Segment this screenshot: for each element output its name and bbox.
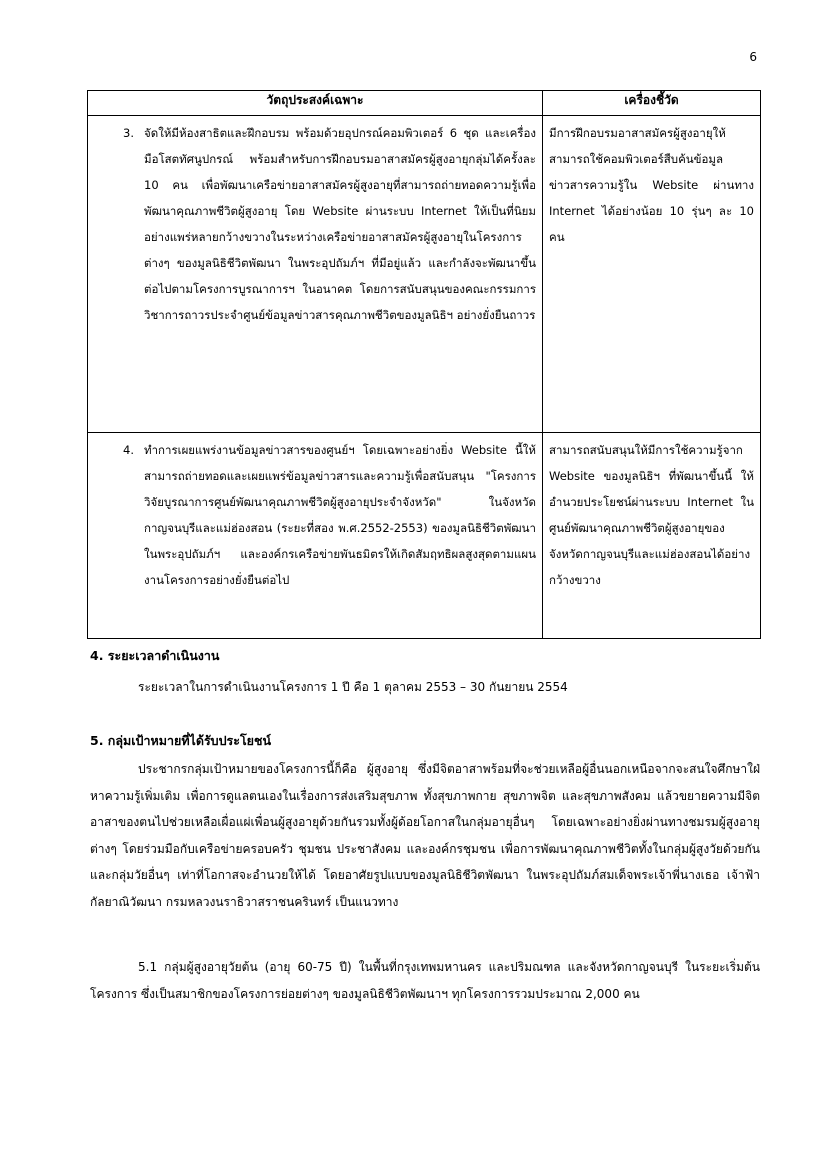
section-4-text: ระยะเวลาในการดำเนินงานโครงการ 1 ปี คือ 1 ตุลาคม 2553 – 30 กันยายน 2554 bbox=[138, 680, 568, 694]
objective-text: ทำการเผยแพร่งานข้อมูลข่าวสารของศูนย์ฯ โดยเฉพาะอย่างยิ่ง Website นี้ให้สามารถถ่ายทอดและเผยแพร่ข้อมูลข่าวสารและความรู้เพื่อสนับสนุน "โครงการวิจัยบูรณาการศูนย์พัฒนาคุณภาพชีวิตผู้สูงอายุประจำจังหวัด" ในจังหวัดกาญจนบุรีและแม่ฮ่องสอน (ระยะที่สอง พ.ศ.2552-2553) ของมูลนิธิชีวิตพัฒนา ในพระอุปถัมภ์ฯ และองค์กรเครือข่ายพันธมิตรให้เกิดสัมฤทธิผลสูงสุดตามแผนงานโครงการอย่างยั่งยืนต่อไป bbox=[144, 443, 536, 587]
objective-cell bbox=[88, 433, 543, 639]
table-header-row bbox=[88, 91, 761, 116]
item-number: 4. bbox=[123, 443, 134, 457]
section-5-1-paragraph: 5.1 กลุ่มผู้สูงอายุวัยต้น (อายุ 60-75 ปี) ในพื้นที่กรุงเทพมหานคร และปริมณฑล และจังหวัดกาญจนบุรี ในระยะเริ่มต้นโครงการ ซึ่งเป็นสมาชิกของโครงการย่อยต่างๆ ของมูลนิธิชีวิตพัฒนาฯ ทุกโครงการรวมประมาณ 2,000 คน bbox=[90, 960, 760, 1001]
indicator-cell bbox=[543, 433, 761, 639]
indicator-text: มีการฝึกอบรมอาสาสมัครผู้สูงอายุให้สามารถใช้คอมพิวเตอร์สืบค้นข้อมูลข่าวสารความรู้ใน Website ผ่านทาง Internet ได้อย่างน้อย 10 รุ่นๆ ละ 10 คน bbox=[549, 126, 754, 244]
table-row bbox=[88, 116, 761, 433]
section-4-heading: 4. ระยะเวลาดำเนินงาน bbox=[90, 648, 220, 663]
table-row bbox=[88, 433, 761, 639]
header-indicator: เครื่องชี้วัด bbox=[543, 91, 761, 116]
header-objective: วัตถุประสงค์เฉพาะ bbox=[88, 91, 543, 116]
objective-cell bbox=[88, 116, 543, 433]
objectives-table bbox=[87, 90, 761, 639]
item-number: 3. bbox=[123, 126, 134, 140]
objective-text: จัดให้มีห้องสาธิตและฝึกอบรม พร้อมด้วยอุปกรณ์คอมพิวเตอร์ 6 ชุด และเครื่องมือโสตทัศนูปกรณ์ พร้อมสำหรับการฝึกอบรมอาสาสมัครผู้สูงอายุกลุ่มได้ครั้งละ 10 คน เพื่อพัฒนาเครือข่ายอาสาสมัครผู้สูงอายุที่สามารถถ่ายทอดความรู้เพื่อพัฒนาคุณภาพชีวิตผู้สูงอายุ โดย Website ผ่านระบบ Internet ให้เป็นที่นิยมอย่างแพร่หลายกว้างขวางในระหว่างเครือข่ายอาสาสมัครผู้สูงอายุในโครงการต่างๆ ของมูลนิธิชีวิตพัฒนา ในพระอุปถัมภ์ฯ ที่มีอยู่แล้ว และกำลังจะพัฒนาขึ้นต่อไปตามโครงการบูรณาการฯ ในอนาคต โดยการสนับสนุนของคณะกรรมการวิชาการถาวรประจำศูนย์ข้อมูลข่าวสารคุณภาพชีวิตของมูลนิธิฯ อย่างยั่งยืนถาวร bbox=[144, 126, 536, 322]
indicator-cell bbox=[543, 116, 761, 433]
page-number: 6 bbox=[749, 50, 757, 64]
section-5-paragraph: ประชากรกลุ่มเป้าหมายของโครงการนี้ก็คือ ผู้สูงอายุ ซึ่งมีจิตอาสาพร้อมที่จะช่วยเหลือผู้อื่นนอกเหนือจากจะสนใจศึกษาใฝ่หาความรู้เพิ่มเติม เพื่อการดูแลตนเองในเรื่องการส่งเสริมสุขภาพ ทั้งสุขภาพกาย สุขภาพจิต และสุขภาพสังคม แล้วขยายความมีจิตอาสาของตนไปช่วยเหลือเผื่อแผ่เพื่อนผู้สูงอายุด้วยกันรวมทั้งผู้ด้อยโอกาสในกลุ่มอายุอื่นๆ โดยเฉพาะอย่างยิ่งผ่านทางชมรมผู้สูงอายุต่างๆ โดยร่วมมือกับเครือข่ายครอบครัว ชุมชน ประชาสังคม และองค์กรชุมชน เพื่อการพัฒนาคุณภาพชีวิตทั้งในกลุ่มผู้สูงวัยด้วยกันและกลุ่มวัยอื่นๆ เท่าที่โอกาสจะอำนวยให้ได้ โดยอาศัยรูปแบบของมูลนิธิชีวิตพัฒนา ในพระอุปถัมภ์สมเด็จพระเจ้าพี่นางเธอ เจ้าฟ้ากัลยาณิวัฒนา กรมหลวงนราธิวาสราชนครินทร์ เป็นแนวทาง bbox=[90, 762, 760, 909]
indicator-text: สามารถสนับสนุนให้มีการใช้ความรู้จาก Website ของมูลนิธิฯ ที่พัฒนาขึ้นนี้ ให้อำนวยประโยชน์ผ่านระบบ Internet ในศูนย์พัฒนาคุณภาพชีวิตผู้สูงอายุของจังหวัดกาญจนบุรีและแม่ฮ่องสอนได้อย่างกว้างขวาง bbox=[549, 443, 754, 587]
section-5-heading: 5. กลุ่มเป้าหมายที่ได้รับประโยชน์ bbox=[90, 733, 272, 748]
